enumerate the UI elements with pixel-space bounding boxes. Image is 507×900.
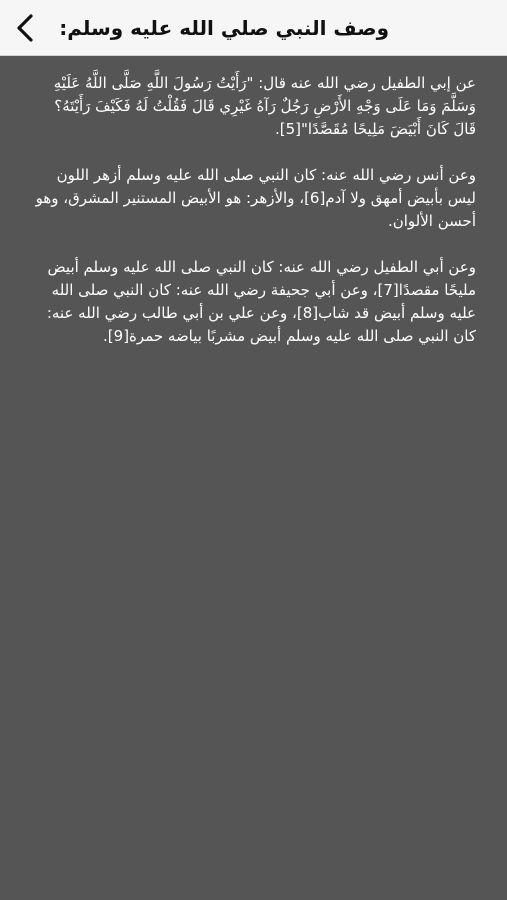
back-button[interactable] [6, 8, 44, 48]
paragraph-2: وعن أنس رضي الله عنه: كان النبي صلى الله عليه وسلم أزهر اللون ليس بأبيض أمهق ولا آدم[6]، والأزهر: هو الأبيض المستنير المشرق، وهو أحسن الألوان. [35, 166, 476, 230]
paragraph-3: وعن أبي الطفيل رضي الله عنه: كان النبي صلى الله عليه وسلم أبيض مليحًا مقصدًا[7]، وعن أبي جحيفة رضي الله عنه: كان النبي صلى الله عليه وسلم أبيض قد شاب[8]، وعن علي بن أبي طالب رضي الله عنه: كان النبي صلى الله عليه وسلم أبيض مشربًا بياضه حمرة[9]. [46, 258, 476, 345]
page-title: وصف النبي صلي الله عليه وسلم: [59, 16, 389, 40]
chevron-left-icon [14, 13, 36, 43]
article-content [30, 72, 476, 371]
paragraph-1: عن إبي الطفيل رضي الله عنه قال: "رَأَيْتُ رَسُولَ اللَّهِ صَلَّى اللَّهُ عَلَيْهِ وَسَلَّمَ وَمَا عَلَى وَجْهِ الأَرْضِ رَجُلٌ رَآهُ غَيْرِي قَالَ فَقُلْتُ لَهُ فَكَيْفَ رَأَيْتَهُ؟ قَالَ كَانَ أَبْيَضَ مَلِيحًا مُقَصَّدًا"[5]. [53, 74, 476, 138]
navigation-bar [0, 0, 507, 56]
